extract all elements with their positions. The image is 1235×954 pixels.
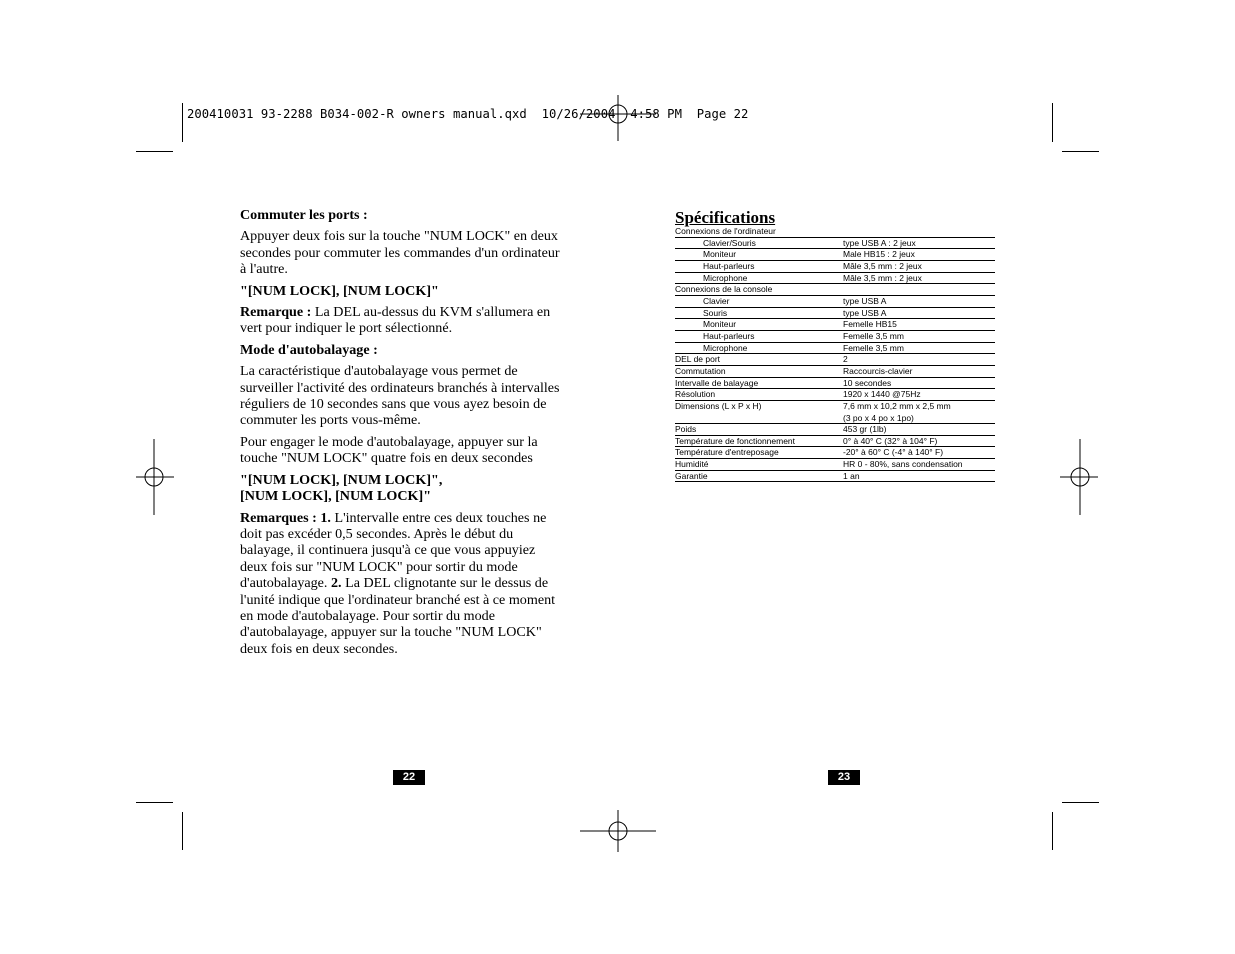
spec-label: Connexions de l'ordinateur [675,226,776,236]
hotkey-autoscan-line1: "[NUM LOCK], [NUM LOCK]", [240,471,443,488]
hotkey-autoscan [240,472,442,504]
spec-value: Femelle 3,5 mm [843,330,904,341]
spec-label: Souris [703,307,728,318]
spec-row [675,226,995,238]
spec-label: Résolution [675,389,716,400]
registration-mark-bottom-icon [580,810,656,852]
spec-label: Poids [675,424,697,435]
paragraph-remarks [240,510,562,658]
spec-value: 10 secondes [843,377,892,388]
spec-row [675,296,995,308]
spec-row [675,401,995,413]
crop-mark-bottom-right-v [1052,812,1053,850]
spec-value: Male HB15 : 2 jeux [843,249,915,260]
spec-row [675,284,995,296]
remarks-text-2: La DEL clignotante sur le dessus de l'unité indique que l'ordinateur branché est à ce moment en mode d'autobalayage. Pour sortir du mode d'autobalayage, appuyer sur la touche "NUM LOCK" deux fois en deux secondes. [240,575,556,657]
spec-row [675,389,995,401]
spec-value: (3 po x 4 po x 1po) [843,412,914,423]
crop-mark-bottom-left-h [136,802,173,803]
spec-row [675,238,995,250]
paragraph-autoscan-engage: Pour engager le mode d'autobalayage, appuyer sur la touche "NUM LOCK" quatre fois en deux secondes [240,433,538,467]
registration-mark-top-icon [580,95,656,141]
specifications-table [675,226,995,482]
spec-label: Intervalle de balayage [675,377,759,388]
spec-value: type USB A [843,295,887,306]
spec-label: Humidité [675,459,709,470]
crop-mark-top-right-h [1062,151,1099,152]
spec-value: Mâle 3,5 mm : 2 jeux [843,272,922,283]
spec-label: DEL de port [675,354,721,365]
spec-value: type USB A : 2 jeux [843,237,916,248]
spec-label: Clavier/Souris [703,237,756,248]
spec-value: 0° à 40° C (32° à 104° F) [843,435,938,446]
spec-label: Moniteur [703,249,737,260]
spec-row [675,249,995,261]
spec-value: 453 gr (1lb) [843,424,887,435]
hotkey-autoscan-line2: [NUM LOCK], [NUM LOCK]" [240,488,432,505]
spec-label: Température de fonctionnement [675,435,796,446]
spec-label: Connexions de la console [675,284,773,295]
spec-row [675,447,995,459]
spec-label: Moniteur [703,319,737,330]
spec-value: 1 an [843,470,860,481]
crop-mark-top-right-v [1052,103,1053,142]
specifications-title: Spécifications [675,208,776,227]
spec-row [675,261,995,273]
remarks-number-2: 2. [330,575,342,592]
spec-label: Clavier [703,295,730,306]
spec-value: 1920 x 1440 @75Hz [843,389,921,400]
spec-row [675,319,995,331]
spec-row [675,436,995,448]
spec-row [675,308,995,320]
spec-row [675,366,995,378]
spec-row [675,413,995,425]
file-slug-header: 200410031 93-2288 B034-002-R owners manual.qxd 10/26/2004 4:58 PM Page 22 [187,107,749,121]
spec-value: Femelle HB15 [843,319,897,330]
spec-label: Température d'entreposage [675,447,779,458]
crop-mark-top-left-h [136,151,173,152]
spec-value: 2 [843,354,848,365]
spec-value: 7,6 mm x 10,2 mm x 2,5 mm [843,400,951,411]
crop-mark-bottom-right-h [1062,802,1099,803]
spec-row [675,471,995,483]
registration-mark-left-icon [136,439,174,515]
spec-value: -20° à 60° C (-4° à 140° F) [843,447,944,458]
spec-row [675,378,995,390]
spec-label: Commutation [675,365,726,376]
spec-value: type USB A [843,307,887,318]
spec-value: Femelle 3,5 mm [843,342,904,353]
spec-row [675,331,995,343]
crop-mark-top-left-v [182,103,183,142]
heading-autoscan: Mode d'autobalayage : [240,341,378,358]
spec-value: Raccourcis-clavier [843,365,913,376]
spec-label: Haut-parleurs [703,260,755,271]
paragraph-autoscan-intro: La caractéristique d'autobalayage vous permet de surveiller l'activité des ordinateurs branchés à intervalles réguliers de 10 secondes sans que vous ayez besoin de commuter les ports vous-même. [240,363,560,429]
spec-label: Haut-parleurs [703,330,755,341]
page-number-left: 22 [393,770,425,785]
remarks-label: Remarques : 1. [240,509,331,526]
left-page-content [240,207,562,662]
hotkey-switch-ports: "[NUM LOCK], [NUM LOCK]" [240,282,439,299]
spec-value: HR 0 - 80%, sans condensation [843,459,963,470]
spec-row [675,459,995,471]
spec-row [675,354,995,366]
remark-text: La DEL au-dessus du KVM s'allumera en vert pour indiquer le port sélectionné. [240,304,551,337]
paragraph-switch-ports: Appuyer deux fois sur la touche "NUM LOCK" en deux secondes pour commuter les commandes d'un ordinateur à l'autre. [240,228,560,278]
registration-mark-right-icon [1060,439,1098,515]
crop-mark-bottom-left-v [182,812,183,850]
remark-label: Remarque : [240,304,312,321]
spec-row [675,343,995,355]
spec-row [675,424,995,436]
spec-label: Microphone [703,272,748,283]
spec-label: Microphone [703,342,748,353]
spec-row [675,273,995,285]
remarks-text-1: L'intervalle entre ces deux touches ne doit pas excéder 0,5 secondes. Après le début du balayage, il continuera jusqu'à ce que vous appuyiez deux fois sur "NUM LOCK" pour sortir du mode d'autobalayage. [240,509,547,592]
spec-label: Garantie [675,470,708,481]
heading-switch-ports: Commuter les ports : [240,207,368,223]
spec-label: Dimensions (L x P x H) [675,400,762,411]
page-number-right: 23 [828,770,860,785]
paragraph-remark [240,304,562,337]
spec-value: Mâle 3,5 mm : 2 jeux [843,260,922,271]
